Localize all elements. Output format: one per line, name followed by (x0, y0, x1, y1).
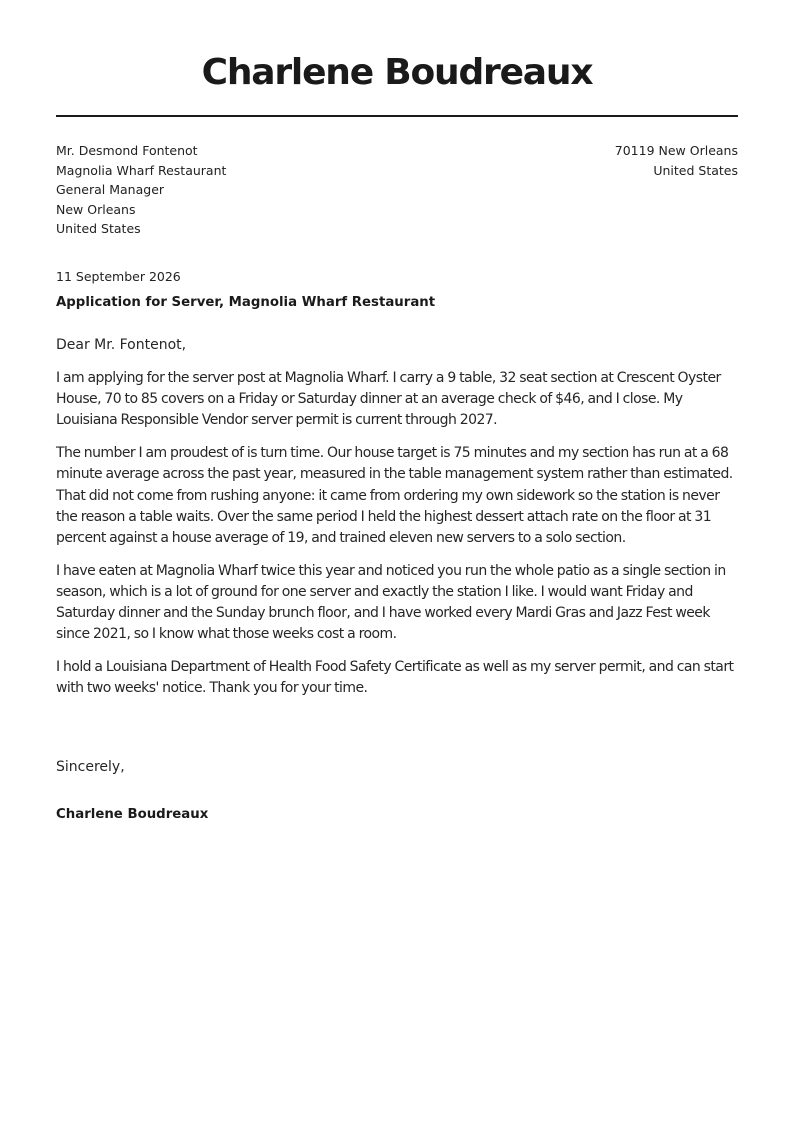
sender-line: United States (653, 162, 738, 178)
header-divider (56, 115, 738, 117)
applicant-name-heading: Charlene Boudreaux (201, 52, 593, 93)
closing: Sincerely, (56, 759, 125, 775)
recipient-line: Mr. Desmond Fontenot (56, 143, 198, 158)
salutation: Dear Mr. Fontenot, (56, 337, 187, 353)
body-paragraph: I hold a Louisiana Department of Health Food Safety Certificate as well as my server permit, and can start with two weeks' notice. Thank you for your time. (56, 658, 734, 697)
recipient-line: New Orleans (56, 201, 136, 217)
recipient-line: Magnolia Wharf Restaurant (56, 162, 227, 178)
letter-subject: Application for Server, Magnolia Wharf Restaurant (56, 295, 436, 310)
recipient-line: United States (56, 221, 141, 237)
recipient-line: General Manager (56, 182, 165, 198)
recipient-address (56, 141, 226, 239)
body-paragraph: I have eaten at Magnolia Wharf twice this year and noticed you run the whole patio as a single section in season, which is a lot of ground for one server and exactly the station I like. I would want Friday and Saturday dinner and the Sunday brunch floor, and I have worked every Mardi Gras and Jazz Fest week since 2021, so I know what those weeks cost a room. (56, 562, 726, 643)
body-paragraph: The number I am proudest of is turn time. Our house target is 75 minutes and my section has run at a 68 minute average across the past year, measured in the table management system rather than estimated. That did not come from rushing anyone: it came from ordering my own sidework so the station is never the reason a table waits. Over the same period I held the highest dessert attach rate on the floor at 31 percent against a house average of 19, and trained eleven new servers to a solo section. (56, 445, 733, 546)
letter-date: 11 September 2026 (56, 269, 181, 284)
sender-address (615, 141, 738, 180)
sender-line: 70119 New Orleans (614, 143, 738, 158)
signature-name: Charlene Boudreaux (56, 807, 209, 822)
letter-body (56, 368, 738, 711)
body-paragraph: I am applying for the server post at Magnolia Wharf. I carry a 9 table, 32 seat section at Crescent Oyster House, 70 to 85 covers on a Friday or Saturday dinner at an average check of $46, and I close. My Louisiana Responsible Vendor server permit is current through 2027. (56, 370, 721, 429)
